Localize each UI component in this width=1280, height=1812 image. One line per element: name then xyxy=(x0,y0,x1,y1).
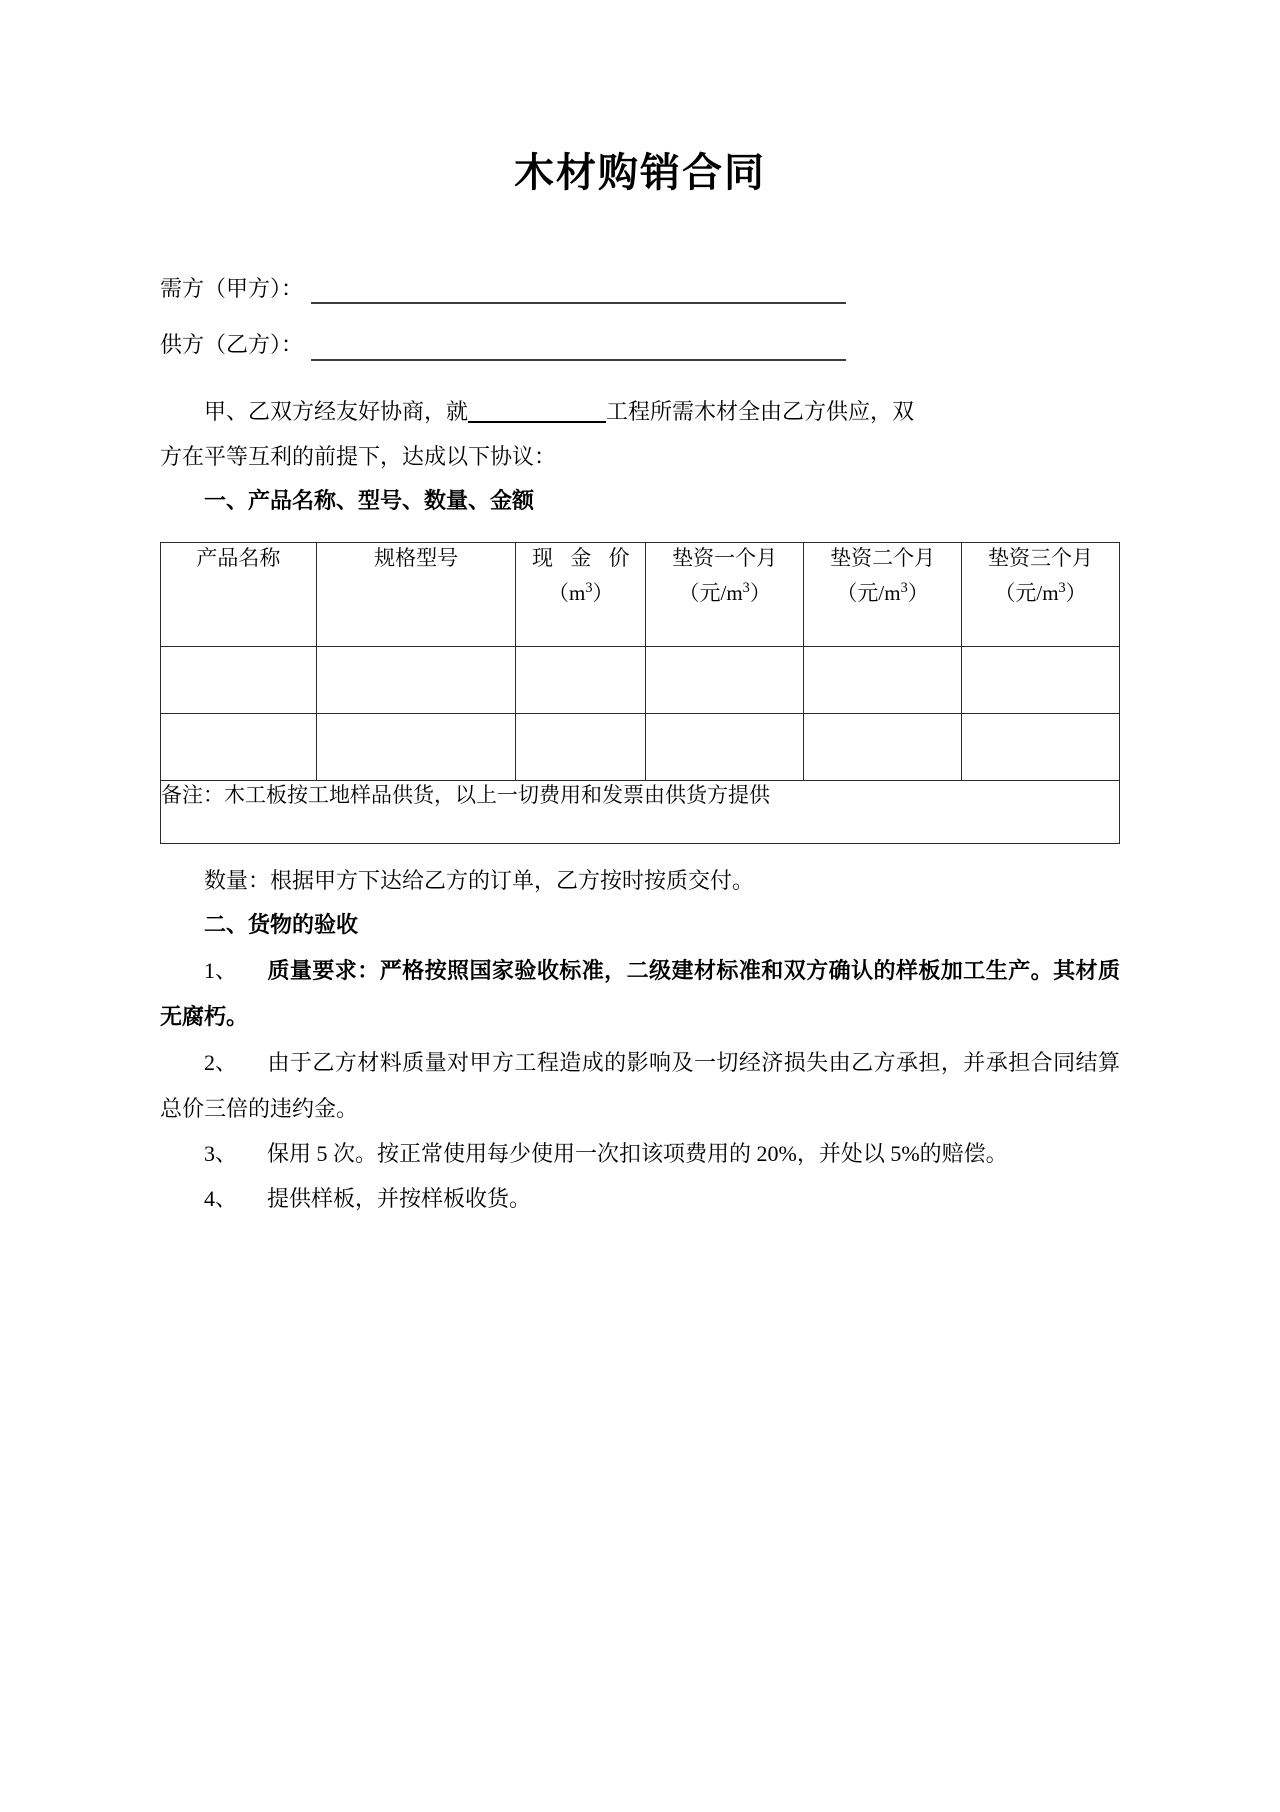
cell-product-name[interactable] xyxy=(161,647,317,714)
header-sub-text: （元$/m^3$） xyxy=(836,579,929,605)
header-main-text: 垫资三个月 xyxy=(988,546,1094,571)
intro-paragraph xyxy=(160,389,1120,434)
cell-advance-three-months[interactable] xyxy=(962,714,1120,781)
column-header-cash-price xyxy=(516,543,646,647)
party-row-supplier xyxy=(160,332,1120,360)
project-name-blank[interactable] xyxy=(468,421,606,423)
header-main-text: 垫资二个月 xyxy=(830,546,936,571)
header-main-text: 垫资一个月 xyxy=(672,546,778,571)
clause-item-3 xyxy=(160,1131,1120,1176)
party-block xyxy=(160,276,1120,361)
table-remark-text: 备注：木工板按工地样品供货，以上一切费用和发票由供货方提供 xyxy=(161,781,1120,844)
clause-text: 提供样板，并按样板收货。 xyxy=(267,1185,532,1211)
supplier-input-line[interactable] xyxy=(311,333,846,361)
intro-paragraph-line2: 方在平等互利的前提下，达成以下协议： xyxy=(160,443,557,469)
header-sub-text: $(m^3)$ xyxy=(548,579,614,605)
cell-product-name[interactable] xyxy=(161,714,317,781)
table-remark-row xyxy=(161,781,1120,844)
cell-advance-one-month[interactable] xyxy=(646,647,804,714)
table-row xyxy=(161,647,1120,714)
clause-item-4 xyxy=(160,1176,1120,1221)
clause-number: 2、 xyxy=(204,1050,238,1076)
header-main-text: 现 金 价 xyxy=(532,546,636,571)
header-sub-text: （元$/m^3$） xyxy=(994,579,1087,605)
cell-cash-price[interactable] xyxy=(516,647,646,714)
header-sub-text: （元$/m^3$） xyxy=(678,579,771,605)
quantity-note: 数量：根据甲方下达给乙方的订单，乙方按时按质交付。 xyxy=(204,868,755,894)
clause-text: 由于乙方材料质量对甲方工程造成的影响及一切经济损失由乙方承担，并承担合同结算总价三倍的违约金。 xyxy=(160,1050,1120,1121)
column-header-spec-model xyxy=(316,543,515,647)
clause-number: 3、 xyxy=(204,1140,238,1166)
column-header-advance-one-month xyxy=(646,543,804,647)
page-title: 木材购销合同 xyxy=(514,150,766,195)
cell-advance-two-months[interactable] xyxy=(804,647,962,714)
column-header-advance-two-months xyxy=(804,543,962,647)
buyer-input-line[interactable] xyxy=(311,276,846,304)
clause-number: 1、 xyxy=(204,958,238,984)
cell-advance-three-months[interactable] xyxy=(962,647,1120,714)
table-header-row xyxy=(161,543,1120,647)
cell-cash-price[interactable] xyxy=(516,714,646,781)
intro-lead-text: 甲、乙双方经友好协商，就 xyxy=(204,398,469,424)
clause-item-2 xyxy=(160,1040,1120,1130)
cell-spec-model[interactable] xyxy=(316,647,515,714)
clause-text: 质量要求：严格按照国家验收标准，二级建材标准和双方确认的样板加工生产。其材质无腐朽。 xyxy=(160,959,1120,1031)
header-main-text: 产品名称 xyxy=(196,546,281,571)
buyer-label: 需方（甲方）： xyxy=(160,276,304,301)
section-one-heading: 一、产品名称、型号、数量、金额 xyxy=(204,488,535,514)
header-main-text: 规格型号 xyxy=(374,546,459,571)
cell-spec-model[interactable] xyxy=(316,714,515,781)
clause-item-1 xyxy=(160,948,1120,1040)
clause-number: 4、 xyxy=(204,1185,238,1211)
product-price-table xyxy=(160,542,1120,844)
supplier-label: 供方（乙方）： xyxy=(160,332,304,358)
party-row-buyer xyxy=(160,276,1120,304)
cell-advance-one-month[interactable] xyxy=(646,714,804,781)
column-header-product-name xyxy=(161,543,317,647)
intro-after-blank-text: 工程所需木材全由乙方供应，双 xyxy=(606,398,915,424)
table-row xyxy=(161,714,1120,781)
column-header-advance-three-months xyxy=(962,543,1120,647)
section-two-heading: 二、货物的验收 xyxy=(204,913,359,939)
cell-advance-two-months[interactable] xyxy=(804,714,962,781)
clause-text: 保用 5 次。按正常使用每少使用一次扣该项费用的 20%，并处以 5%的赔偿。 xyxy=(267,1140,1008,1166)
